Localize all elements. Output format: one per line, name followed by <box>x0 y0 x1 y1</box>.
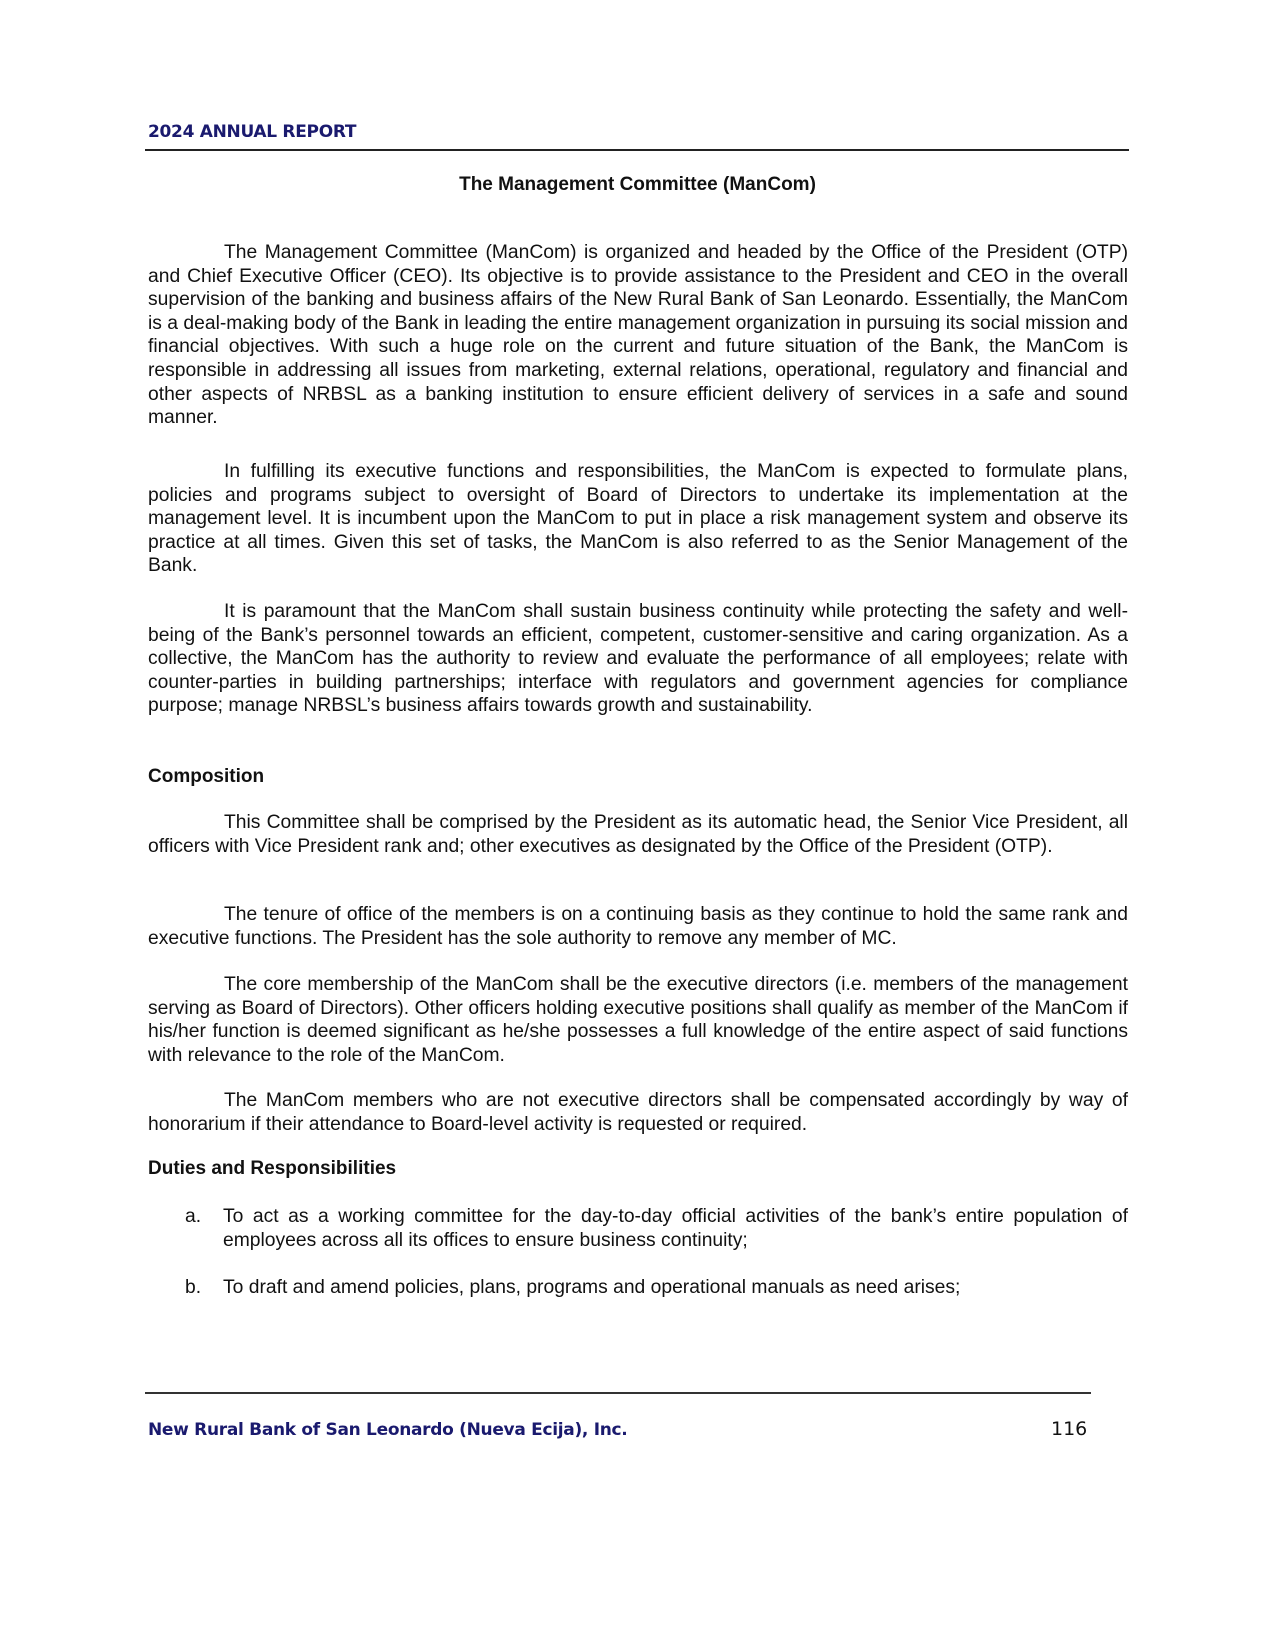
paragraph-text: The tenure of office of the members is on a continuing basis as they continue to hold the same rank and executive functions. The President has the sole authority to remove any member of MC. <box>148 904 1128 949</box>
page-number: 116 <box>1051 1418 1088 1440</box>
paragraph-text: This Committee shall be comprised by the President as its automatic head, the Senior Vice President, all officers with Vice President rank and; other executives as designated by the Office of the President (OTP). <box>148 812 1128 857</box>
report-header-title: 2024 ANNUAL REPORT <box>148 122 357 142</box>
paragraph-text: The ManCom members who are not executive directors shall be compensated accordingly by way of honorarium if their attendance to Board-level activity is requested or required. <box>148 1090 1128 1135</box>
intro-paragraph-1 <box>148 241 1128 430</box>
paragraph-text: It is paramount that the ManCom shall sustain business continuity while protecting the safety and well-being of the Bank’s personnel towards an efficient, competent, customer-sensitive and caring organization. As a collective, the ManCom has the authority to review and evaluate the performance of all employees; relate with counter-parties in building partnerships; interface with regulators and government agencies for compliance purpose; manage NRBSL’s business affairs towards growth and sustainability. <box>148 601 1128 717</box>
composition-paragraph-3 <box>148 973 1128 1067</box>
page-title: The Management Committee (ManCom) <box>459 174 816 195</box>
footer-organization: New Rural Bank of San Leonardo (Nueva Ecija), Inc. <box>148 1420 628 1440</box>
intro-paragraph-2 <box>148 460 1128 578</box>
list-text: To act as a working committee for the day-to-day official activities of the bank’s entire population of employees across all its offices to ensure business continuity; <box>223 1206 1128 1251</box>
intro-paragraph-3 <box>148 600 1128 718</box>
composition-paragraph-1 <box>148 811 1128 858</box>
duties-heading: Duties and Responsibilities <box>148 1158 397 1179</box>
composition-paragraph-2 <box>148 903 1128 950</box>
composition-paragraph-4 <box>148 1089 1128 1136</box>
list-label: b. <box>185 1277 202 1298</box>
paragraph-text: The core membership of the ManCom shall be the executive directors (i.e. members of the management serving as Board of Directors). Other officers holding executive positions shall qualify as member of the ManCom if his/her function is deemed significant as he/she possesses a full knowledge of the entire aspect of said functions with relevance to the role of the ManCom. <box>148 974 1128 1066</box>
footer-divider <box>145 1392 1091 1394</box>
list-label: a. <box>185 1206 202 1227</box>
header-divider <box>145 149 1129 151</box>
paragraph-text: The Management Committee (ManCom) is organized and headed by the Office of the President (OTP) and Chief Executive Officer (CEO). Its objective is to provide assistance to the President and CEO in the overall supervision of the banking and business affairs of the New Rural Bank of San Leonardo. Essentially, the ManCom is a deal-making body of the Bank in leading the entire management organization in pursuing its social mission and financial objectives. With such a huge role on the current and future situation of the Bank, the ManCom is responsible in addressing all issues from marketing, external relations, operational, regulatory and financial and other aspects of NRBSL as a banking institution to ensure efficient delivery of services in a safe and sound manner. <box>148 242 1128 429</box>
composition-heading: Composition <box>148 766 265 787</box>
paragraph-text: In fulfilling its executive functions and responsibilities, the ManCom is expected to formulate plans, policies and programs subject to oversight of Board of Directors to undertake its implementation at the management level. It is incumbent upon the ManCom to put in place a risk management system and observe its practice at all times. Given this set of tasks, the ManCom is also referred to as the Senior Management of the Bank. <box>148 461 1128 577</box>
list-text: To draft and amend policies, plans, programs and operational manuals as need arises; <box>223 1277 961 1298</box>
